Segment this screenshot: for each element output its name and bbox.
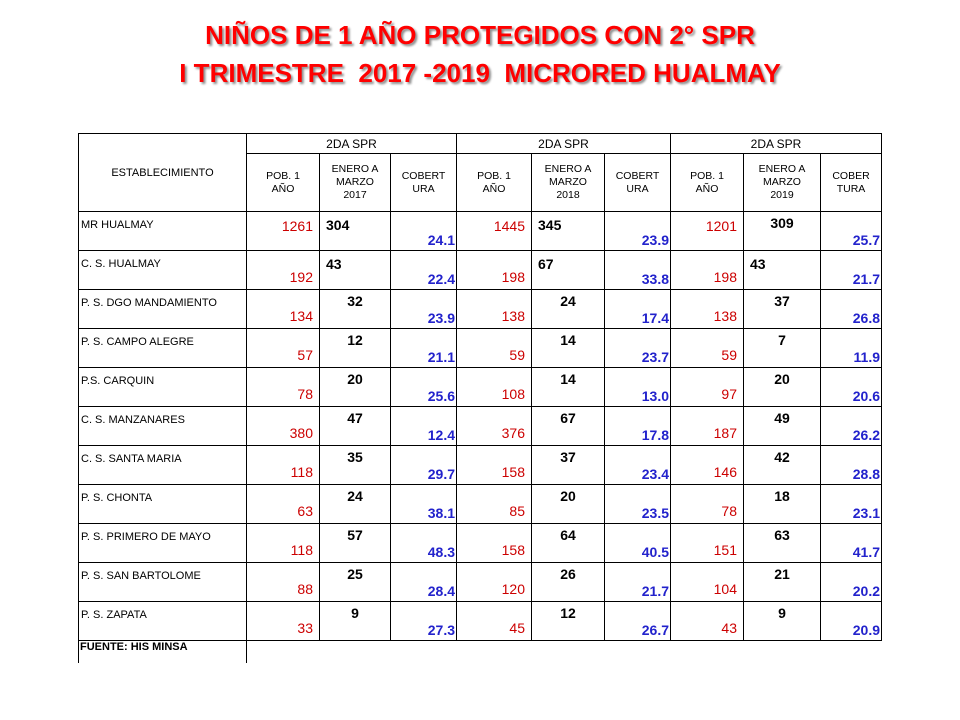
subheader-line: TURA <box>836 182 866 195</box>
coverage-value: 23.9 <box>641 232 669 248</box>
cell <box>532 602 605 641</box>
population-value: 118 <box>290 542 313 558</box>
population-value: 78 <box>297 386 313 402</box>
cell <box>821 602 882 641</box>
cell <box>457 212 532 251</box>
group-header-2017: 2DA SPR <box>247 134 457 154</box>
cell <box>744 329 821 368</box>
table-row <box>79 290 882 329</box>
population-value: 97 <box>721 386 737 402</box>
cell <box>320 602 391 641</box>
subheader-line: AÑO <box>482 182 506 195</box>
cell <box>532 329 605 368</box>
population-value: 187 <box>713 425 737 441</box>
cell <box>391 290 457 329</box>
cases-value: 26 <box>560 566 576 582</box>
cell <box>605 329 671 368</box>
cell <box>821 329 882 368</box>
cell <box>821 368 882 407</box>
table-row <box>79 407 882 446</box>
establishment-name: C. S. HUALMAY <box>79 251 247 290</box>
cell <box>457 485 532 524</box>
cell <box>391 407 457 446</box>
cases-value: 32 <box>347 293 363 309</box>
page-title: NIÑOS DE 1 AÑO PROTEGIDOS CON 2° SPR <box>205 20 755 50</box>
subheader-line: MARZO <box>336 176 374 188</box>
subheader-line: ENERO A <box>331 163 379 175</box>
cases-value: 24 <box>560 293 576 309</box>
coverage-value: 24.1 <box>427 232 455 248</box>
table-row <box>79 446 882 485</box>
establishment-name: P.S. CARQUIN <box>79 368 247 407</box>
cell <box>821 563 882 602</box>
cell <box>320 290 391 329</box>
population-value: 138 <box>501 308 525 324</box>
cell <box>821 251 882 290</box>
coverage-value: 29.7 <box>427 466 455 482</box>
population-value: 1445 <box>493 218 525 234</box>
cell <box>391 563 457 602</box>
coverage-value: 26.2 <box>852 427 880 443</box>
population-value: 59 <box>721 347 737 363</box>
cell <box>671 524 744 563</box>
cases-value: 43 <box>750 256 766 272</box>
subheader-line: POB. 1 <box>266 169 300 182</box>
cases-header-2018 <box>532 154 605 212</box>
coverage-value: 26.7 <box>641 622 669 638</box>
subheader-line: URA <box>626 182 649 195</box>
cases-value: 20 <box>347 371 363 387</box>
cell <box>605 407 671 446</box>
subheader-line: URA <box>412 182 435 195</box>
footer-row <box>79 641 882 664</box>
cell <box>605 485 671 524</box>
cell <box>532 368 605 407</box>
population-value: 146 <box>713 464 737 480</box>
cell <box>744 446 821 485</box>
population-value: 108 <box>501 386 525 402</box>
cases-value: 47 <box>347 410 363 426</box>
coverage-value: 33.8 <box>641 271 669 287</box>
cell <box>671 251 744 290</box>
coverage-value: 12.4 <box>427 427 455 443</box>
population-value: 1261 <box>281 218 313 234</box>
establishment-name: C. S. SANTA MARIA <box>79 446 247 485</box>
cell <box>605 212 671 251</box>
population-value: 158 <box>501 464 525 480</box>
coverage-value: 27.3 <box>427 622 455 638</box>
cases-value: 25 <box>347 566 363 582</box>
cell <box>605 251 671 290</box>
population-value: 63 <box>297 503 313 519</box>
cell <box>744 368 821 407</box>
cases-value: 43 <box>326 256 342 272</box>
cell <box>744 212 821 251</box>
establishment-header: ESTABLECIMIENTO <box>79 134 247 212</box>
cases-value: 345 <box>538 217 562 233</box>
cell <box>744 407 821 446</box>
cell <box>247 212 320 251</box>
cell <box>457 329 532 368</box>
coverage-value: 20.2 <box>852 583 880 599</box>
coverage-value: 38.1 <box>427 505 455 521</box>
cases-value: 304 <box>326 217 350 233</box>
cases-header-2017 <box>320 154 391 212</box>
cell <box>532 290 605 329</box>
population-value: 138 <box>713 308 737 324</box>
cell <box>671 212 744 251</box>
establishment-name: P. S. CHONTA <box>79 485 247 524</box>
subheader-line: AÑO <box>271 182 295 195</box>
coverage-value: 25.7 <box>852 232 880 248</box>
cell <box>247 251 320 290</box>
pob-header-2018 <box>457 154 532 212</box>
cell <box>320 524 391 563</box>
cell <box>391 485 457 524</box>
coverage-value: 28.8 <box>852 466 880 482</box>
cell <box>605 524 671 563</box>
cell <box>457 251 532 290</box>
subheader-line: ENERO A <box>544 163 592 175</box>
cases-value: 64 <box>560 527 576 543</box>
coverage-value: 11.9 <box>853 349 880 365</box>
cell <box>671 407 744 446</box>
population-value: 78 <box>721 503 737 519</box>
establishment-name: P. S. ZAPATA <box>79 602 247 641</box>
cell <box>320 407 391 446</box>
cell <box>391 602 457 641</box>
cell <box>247 407 320 446</box>
coverage-value: 17.4 <box>641 310 669 326</box>
subheader-line: COBERT <box>401 169 446 182</box>
population-value: 151 <box>713 542 737 558</box>
cell <box>532 485 605 524</box>
population-value: 59 <box>509 347 525 363</box>
cell <box>605 368 671 407</box>
population-value: 120 <box>501 581 525 597</box>
cases-value: 9 <box>778 605 786 621</box>
cell <box>247 524 320 563</box>
coverage-value: 21.7 <box>852 271 880 287</box>
coverage-header-2019 <box>821 154 882 212</box>
establishment-name: MR HUALMAY <box>79 212 247 251</box>
cell <box>821 212 882 251</box>
subheader-line: AÑO <box>695 182 719 195</box>
cell <box>457 407 532 446</box>
cell <box>744 485 821 524</box>
cell <box>457 290 532 329</box>
coverage-value: 17.8 <box>641 427 669 443</box>
subheader-line: POB. 1 <box>690 169 724 182</box>
population-value: 134 <box>289 308 313 324</box>
cell <box>744 563 821 602</box>
cases-value: 67 <box>538 256 554 272</box>
coverage-value: 23.7 <box>641 349 669 365</box>
cell <box>457 602 532 641</box>
coverage-value: 21.1 <box>427 349 455 365</box>
table-row <box>79 329 882 368</box>
cell <box>744 251 821 290</box>
subheader-line: 2019 <box>770 189 794 201</box>
cell <box>532 563 605 602</box>
cell <box>457 368 532 407</box>
cell <box>247 485 320 524</box>
cases-value: 37 <box>774 293 790 309</box>
subheader-line: 2018 <box>556 189 580 201</box>
population-value: 57 <box>297 347 313 363</box>
cell <box>671 485 744 524</box>
coverage-value: 23.9 <box>427 310 455 326</box>
table-row <box>79 368 882 407</box>
subheader-line: ENERO A <box>758 163 806 175</box>
cell <box>821 290 882 329</box>
population-value: 33 <box>297 620 313 636</box>
cell <box>320 329 391 368</box>
cases-value: 35 <box>347 449 363 465</box>
table-row <box>79 212 882 251</box>
cases-value: 18 <box>774 488 790 504</box>
cell <box>671 368 744 407</box>
cell <box>671 290 744 329</box>
coverage-value: 26.8 <box>852 310 880 326</box>
source-note: FUENTE: HIS MINSA <box>79 641 247 664</box>
population-value: 198 <box>501 269 525 285</box>
cell <box>671 329 744 368</box>
subheader-line: MARZO <box>763 176 801 188</box>
cell <box>391 368 457 407</box>
cell <box>320 485 391 524</box>
footer-blank <box>247 641 882 664</box>
cases-value: 20 <box>774 371 790 387</box>
cell <box>247 368 320 407</box>
cell <box>671 563 744 602</box>
cell <box>532 524 605 563</box>
cell <box>247 446 320 485</box>
coverage-value: 23.1 <box>852 505 880 521</box>
pob-header-2019 <box>671 154 744 212</box>
cases-value: 37 <box>560 449 576 465</box>
cell <box>821 524 882 563</box>
population-value: 88 <box>297 581 313 597</box>
population-value: 118 <box>290 464 313 480</box>
cell <box>821 485 882 524</box>
cell <box>320 563 391 602</box>
cell <box>247 602 320 641</box>
establishment-name: P. S. SAN BARTOLOME <box>79 563 247 602</box>
coverage-table <box>78 133 882 663</box>
table-row <box>79 602 882 641</box>
cases-value: 7 <box>778 332 786 348</box>
establishment-name: P. S. PRIMERO DE MAYO <box>79 524 247 563</box>
cases-value: 24 <box>347 488 363 504</box>
population-value: 376 <box>501 425 525 441</box>
table-row <box>79 485 882 524</box>
cell <box>391 329 457 368</box>
cell <box>320 251 391 290</box>
subheader-line: 2017 <box>343 189 367 201</box>
subheader-line: MARZO <box>549 176 587 188</box>
cell <box>605 446 671 485</box>
cases-value: 21 <box>774 566 790 582</box>
population-value: 43 <box>721 620 737 636</box>
establishment-name: P. S. CAMPO ALEGRE <box>79 329 247 368</box>
cell <box>457 524 532 563</box>
coverage-value: 23.4 <box>641 466 669 482</box>
cases-value: 9 <box>351 605 359 621</box>
cell <box>671 446 744 485</box>
cases-value: 14 <box>560 332 576 348</box>
population-value: 380 <box>289 425 313 441</box>
population-value: 45 <box>509 620 525 636</box>
cell <box>457 563 532 602</box>
cases-value: 67 <box>560 410 576 426</box>
population-value: 104 <box>713 581 737 597</box>
coverage-value: 21.7 <box>641 583 669 599</box>
table-row <box>79 563 882 602</box>
cell <box>532 251 605 290</box>
group-header-2019: 2DA SPR <box>671 134 882 154</box>
cell <box>605 602 671 641</box>
population-value: 198 <box>713 269 737 285</box>
cell <box>821 407 882 446</box>
cell <box>247 329 320 368</box>
subheader-line: COBER <box>832 169 870 182</box>
population-value: 85 <box>509 503 525 519</box>
cell <box>320 212 391 251</box>
coverage-value: 20.6 <box>852 388 880 404</box>
cell <box>247 563 320 602</box>
cell <box>744 602 821 641</box>
table-row <box>79 524 882 563</box>
cell <box>391 446 457 485</box>
cell <box>744 524 821 563</box>
population-value: 192 <box>289 269 313 285</box>
coverage-value: 22.4 <box>427 271 455 287</box>
cases-header-2019 <box>744 154 821 212</box>
cell <box>605 563 671 602</box>
cell <box>391 524 457 563</box>
table-row <box>79 251 882 290</box>
cell <box>671 602 744 641</box>
coverage-value: 28.4 <box>427 583 455 599</box>
group-header-2018: 2DA SPR <box>457 134 671 154</box>
cases-value: 57 <box>347 527 363 543</box>
establishment-name: P. S. DGO MANDAMIENTO <box>79 290 247 329</box>
establishment-name: C. S. MANZANARES <box>79 407 247 446</box>
cases-value: 12 <box>347 332 363 348</box>
cases-value: 12 <box>560 605 576 621</box>
coverage-value: 48.3 <box>427 544 455 560</box>
pob-header-2017 <box>247 154 320 212</box>
cell <box>247 290 320 329</box>
cell <box>320 446 391 485</box>
subheader-line: COBERT <box>615 169 660 182</box>
population-value: 158 <box>501 542 525 558</box>
coverage-header-2017 <box>391 154 457 212</box>
cases-value: 63 <box>774 527 790 543</box>
cell <box>391 212 457 251</box>
cases-value: 309 <box>770 215 794 231</box>
cases-value: 14 <box>560 371 576 387</box>
coverage-value: 20.9 <box>852 622 880 638</box>
cell <box>391 251 457 290</box>
coverage-value: 25.6 <box>427 388 455 404</box>
coverage-value: 41.7 <box>852 544 880 560</box>
cases-value: 42 <box>774 449 790 465</box>
population-value: 1201 <box>705 218 737 234</box>
cases-value: 20 <box>560 488 576 504</box>
cell <box>320 368 391 407</box>
cell <box>532 212 605 251</box>
cell <box>605 290 671 329</box>
cases-value: 49 <box>774 410 790 426</box>
page-subtitle: I TRIMESTRE 2017 -2019 MICRORED HUALMAY <box>179 58 781 88</box>
cell <box>532 446 605 485</box>
coverage-value: 40.5 <box>641 544 669 560</box>
coverage-header-2018 <box>605 154 671 212</box>
coverage-value: 23.5 <box>641 505 669 521</box>
cell <box>744 290 821 329</box>
cell <box>821 446 882 485</box>
subheader-line: POB. 1 <box>477 169 511 182</box>
coverage-value: 13.0 <box>641 388 669 404</box>
cell <box>457 446 532 485</box>
cell <box>532 407 605 446</box>
